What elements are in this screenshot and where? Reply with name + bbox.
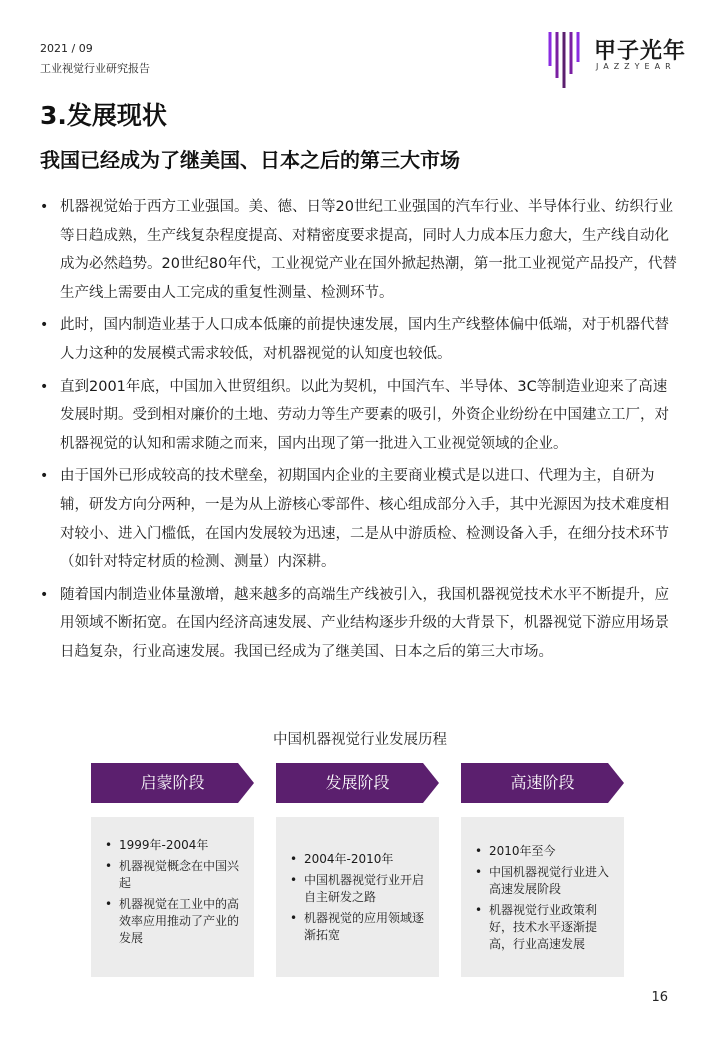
stage-label: 启蒙阶段 bbox=[140, 773, 205, 792]
bullet-dot-icon: • bbox=[40, 199, 49, 215]
stage-item-text: 机器视觉在工业中的高效率应用推动了产业的发展 bbox=[119, 897, 240, 945]
bullet-text: 随着国内制造业体量激增，越来越多的高端生产线被引入，我国机器视觉技术水平不断提升，应用领域不断拓宽。在国内经济高速发展、产业结构逐步升级的大背景下，机器视觉下游应用场景日趋复杂，行业高速发展。我国已经成为了继美国、日本之后的第三大市场。 bbox=[60, 586, 669, 660]
bullet-dot-icon: • bbox=[105, 859, 113, 873]
bullet-dot-icon: • bbox=[290, 911, 298, 925]
bullet-dot-icon: • bbox=[290, 852, 298, 866]
logo-bars-icon bbox=[546, 26, 590, 90]
bullet-text: 直到2001年底，中国加入世贸组织。以此为契机，中国汽车、半导体、3C等制造业迎来了高速发展时期。受到相对廉价的土地、劳动力等生产要素的吸引，外资企业纷纷在中国建立工厂，对机器视觉的认知和需求随之而来，国内出现了第一批进入工业视觉领域的企业。 bbox=[60, 378, 669, 452]
section-subtitle: 我国已经成为了继美国、日本之后的第三大市场 bbox=[40, 148, 460, 172]
bullet-dot-icon: • bbox=[475, 903, 483, 917]
page-number: 16 bbox=[651, 990, 668, 1005]
stage-label: 高速阶段 bbox=[510, 773, 575, 792]
stage-box-2 bbox=[276, 817, 439, 977]
bullet-dot-icon: • bbox=[40, 586, 49, 603]
stage-item bbox=[475, 902, 614, 953]
report-date: 2021 / 09 bbox=[40, 42, 93, 55]
stage-item bbox=[105, 837, 244, 854]
stage-item-text: 2004年-2010年 bbox=[304, 852, 394, 866]
bullet-dot-icon: • bbox=[40, 468, 49, 485]
bullet-dot-icon: • bbox=[40, 378, 49, 395]
stage-item-text: 中国机器视觉行业进入高速发展阶段 bbox=[489, 865, 610, 896]
jazzyear-logo bbox=[546, 26, 696, 90]
bullet-dot-icon: • bbox=[475, 844, 483, 858]
stage-item bbox=[105, 858, 244, 892]
bullet-text: 此时，国内制造业基于人口成本低廉的前提快速发展，国内生产线整体偏中低端，对于机器代替人力这种的发展模式需求较低，对机器视觉的认知度也较低。 bbox=[60, 317, 669, 362]
flow-title: 中国机器视觉行业发展历程 bbox=[273, 732, 447, 748]
bullet-item bbox=[40, 373, 680, 459]
report-subtitle: 工业视觉行业研究报告 bbox=[40, 62, 150, 75]
stage-item bbox=[475, 864, 614, 898]
bullet-text: 机器视觉始于西方工业强国。美、德、日等20世纪工业强国的汽车行业、半导体行业、纺织行业等日趋成熟，生产线复杂程度提高、对精密度要求提高，同时人力成本压力愈大，生产线自动化成为必然趋势。20世纪80年代，工业视觉产业在国外掀起热潮，第一批工业视觉产品投产，代替生产线上需要由人工完成的重复性测量、检测环节。 bbox=[60, 199, 677, 301]
bullet-item bbox=[40, 193, 680, 307]
stage-arrow-1 bbox=[91, 763, 254, 803]
stage-item-text: 机器视觉行业政策利好，技术水平逐渐提高，行业高速发展 bbox=[489, 903, 598, 951]
stage-arrow-3 bbox=[461, 763, 624, 803]
stage-item bbox=[290, 872, 429, 906]
bullet-dot-icon: • bbox=[40, 317, 49, 334]
bullet-item bbox=[40, 581, 680, 667]
bullet-list bbox=[40, 193, 680, 671]
stage-box-1 bbox=[91, 817, 254, 977]
bullet-dot-icon: • bbox=[105, 897, 113, 911]
bullet-text: 由于国外已形成较高的技术壁垒，初期国内企业的主要商业模式是以进口、代理为主，自研为辅，研发方向分两种，一是为从上游核心零部件、核心组成部分入手，其中光源因为技术难度相对较小、进入门槛低，在国内发展较为迅速，二是从中游质检、检测设备入手，在细分技术环节（如针对特定材质的检测、测量）内深耕。 bbox=[60, 468, 669, 571]
logo-text-en: JAZZYEAR bbox=[596, 62, 676, 71]
logo-text-cn: 甲子光年 bbox=[594, 39, 687, 64]
stage-item-text: 2010年至今 bbox=[489, 844, 556, 858]
stage-arrow-2 bbox=[276, 763, 439, 803]
bullet-item bbox=[40, 311, 680, 368]
stage-item bbox=[290, 910, 429, 944]
stage-label: 发展阶段 bbox=[325, 773, 390, 792]
bullet-dot-icon: • bbox=[105, 838, 113, 852]
stage-item bbox=[475, 843, 614, 860]
bullet-dot-icon: • bbox=[475, 865, 483, 879]
stage-box-3 bbox=[461, 817, 624, 977]
stage-item-text: 中国机器视觉行业开启自主研发之路 bbox=[304, 873, 425, 904]
bullet-dot-icon: • bbox=[290, 873, 298, 887]
section-title: 3.发展现状 bbox=[40, 101, 167, 130]
bullet-item bbox=[40, 462, 680, 576]
stage-item bbox=[290, 851, 429, 868]
stage-item-text: 机器视觉的应用领域逐渐拓宽 bbox=[304, 911, 425, 942]
stage-item-text: 机器视觉概念在中国兴起 bbox=[119, 859, 240, 890]
stage-item-text: 1999年-2004年 bbox=[119, 838, 209, 852]
stage-item bbox=[105, 896, 244, 947]
